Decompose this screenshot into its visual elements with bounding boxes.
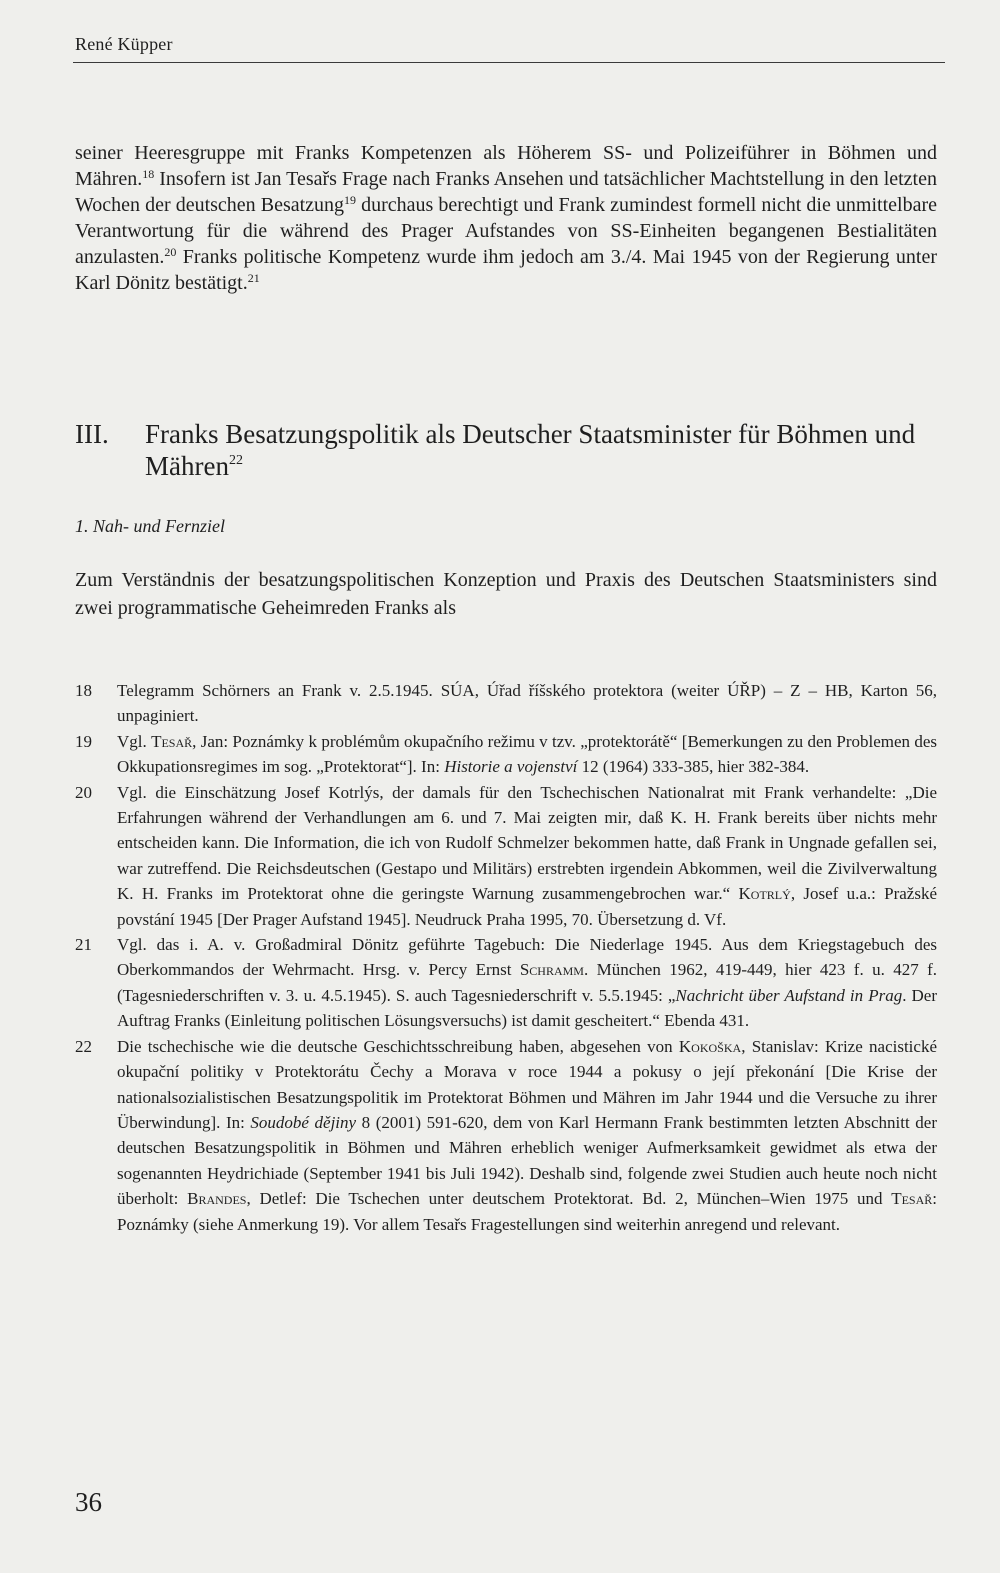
footnote-ref-18[interactable]: 18 [142, 167, 155, 181]
footnote-text: Vgl. [117, 731, 152, 751]
page-number: 36 [75, 1487, 102, 1517]
author-name: Kokoška [678, 1036, 742, 1056]
footnote-19 [75, 729, 937, 780]
running-head: René Küpper [75, 34, 173, 54]
footnote-text: , Stanislav: Krize nacistické okupační politiky v Protektorátu Čechy a Morava v roce 1944 a pokusy o její překonání [Die Krise der nationalsozialistischen Besatzungspolitik im Protektorat Böhmen und Mähren im Jahr 1944 und die Versuche zu ihrer Überwindung]. In: [117, 1036, 937, 1132]
body-text-part-3: durchaus berechtigt und Frank zumindest formell nicht die unmittelbare Verantwortung für die während des Prager Aufstandes von SS-Einheiten begangenen Bestialitäten anzulasten. [75, 194, 937, 268]
footnote-text: Vgl. die Einschätzung Josef Kotrlýs, der damals für den Tschechischen Nationalrat mit Frank verhandelte: „Die Erfahrungen während der Verhandlungen am 6. und 7. Mai zeigten mir, daß K. H. Frank bereits über nichts mehr entscheiden kann. Die Information, die ich von Rudolf Schmelzer bekommen hatte, daß Frank in Ungnade gefallen sei, war zutreffend. Die Reichsdeutschen (Gestapo und Militärs) erstrebten irgendein Abkommen, weil die Zivilverwaltung K. H. Franks im Protektorat ohne die geringste Warnung zusammengebrochen war.“ [117, 782, 937, 904]
footnote-text: , Detlef: Die Tschechen unter deutschem Protektorat. Bd. 2, München–Wien 1975 und [246, 1189, 892, 1209]
author-name: Brandes [187, 1189, 247, 1209]
author-name: Tesař [151, 731, 193, 751]
section-title-text: Franks Besatzungspolitik als Deutscher Staatsminister für Böhmen und Mähren [145, 419, 916, 481]
footnote-text: . München 1962, 419-449, hier 423 f. u. 427 f. (Tagesniederschriften v. 3. u. 4.5.1945). S. auch Tagesniederschrift v. 5.5.1945: „ [117, 960, 937, 1005]
intro-paragraph: Zum Verständnis der besatzungspolitischen Konzeption und Praxis des Deutschen Staatsministers sind zwei programmatische Geheimreden Franks als [75, 569, 937, 619]
quoted-title: Nachricht über Aufstand in Prag [675, 985, 903, 1005]
footnote-number: 22 [75, 1036, 92, 1056]
body-text-part-4: Franks politische Kompetenz wurde ihm jedoch am 3./4. Mai 1945 von der Regierung unter Karl Dönitz bestätigt. [75, 246, 937, 294]
footnote-ref-20[interactable]: 20 [164, 245, 177, 259]
footnote-number: 21 [75, 935, 92, 955]
footnote-ref-22[interactable]: 22 [228, 453, 243, 468]
footnote-text: 8 (2001) 591-620, dem von Karl Hermann Frank bestimmten letzten Abschnitt der deutschen Besatzungspolitik in Böhmen und Mähren erheblich weniger Aufmerksamkeit gewidmet als etwa der sogenannten Heydrichiade (September 1941 bis Juli 1942). Deshalb sind, folgende zwei Studien auch heute noch nicht überholt: [117, 1112, 937, 1209]
header-rule [73, 62, 945, 63]
footnote-ref-19[interactable]: 19 [344, 193, 357, 207]
footnote-22 [75, 1034, 937, 1237]
footnote-text: Die tschechische wie die deutsche Geschichtsschreibung haben, abgesehen von [117, 1036, 679, 1056]
footnote-text: Vgl. das i. A. v. Großadmiral Dönitz geführte Tagebuch: Die Niederlage 1945. Aus dem Kriegstagebuch des Oberkommandos der Wehrmacht. Hrsg. v. Percy Ernst [117, 935, 937, 980]
body-text-part-1: seiner Heeresgruppe mit Franks Kompetenzen als Höherem SS- und Polizeiführer in Böhmen und Mähren. [75, 142, 937, 190]
footnote-21 [75, 932, 937, 1034]
footnote-text: , Jan: Poznámky k problémům okupačního režimu v tzv. „protektorátě“ [Bemerkungen zu den Problemen des Okkupationsregimes im sog. „Protektorat“]. In: [117, 731, 937, 777]
footnote-number: 18 [75, 681, 92, 700]
footnote-text: 12 (1964) 333-385, hier 382-384. [577, 757, 810, 777]
footnote-text: Telegramm Schörners an Frank v. 2.5.1945. SÚA, Úřad říšského protektora (weiter ÚŘP) – Z – HB, Karton 56, unpaginiert. [117, 681, 937, 726]
footnote-number: 20 [75, 782, 92, 802]
footnote-text: . Der Auftrag Franks (Einleitung politischen Lösungsversuchs) ist damit gescheitert.“ Ebenda 431. [117, 985, 938, 1031]
author-name: Schramm [519, 960, 584, 980]
footnote-text: , Josef u.a.: Pražské povstání 1945 [Der Prager Aufstand 1945]. Neudruck Praha 1995, 70. Übersetzung d. Vf. [117, 884, 937, 929]
body-paragraph [75, 140, 937, 296]
body-text-part-2: Insofern ist Jan Tesařs Frage nach Franks Ansehen und tatsächlicher Machtstellung in den letzten Wochen der deutschen Besatzung [75, 168, 937, 216]
section-number: III. [75, 419, 109, 449]
footnote-20 [75, 780, 937, 932]
footnote-text: : Poznámky (siehe Anmerkung 19). Vor allem Tesařs Fragestellungen sind weiterhin anregend und relevant. [117, 1189, 937, 1234]
footnote-number: 19 [75, 731, 92, 751]
section-title [145, 418, 945, 482]
footnotes [75, 678, 937, 1237]
footnote-18 [75, 678, 937, 729]
journal-title: Soudobé dějiny [250, 1112, 357, 1132]
author-name: Kotrlý [738, 884, 791, 904]
author-name: Tesař [891, 1189, 933, 1209]
subsection-title: 1. Nah- und Fernziel [75, 516, 225, 536]
journal-title: Historie a vojenství [444, 757, 578, 777]
footnote-ref-21[interactable]: 21 [247, 271, 260, 285]
